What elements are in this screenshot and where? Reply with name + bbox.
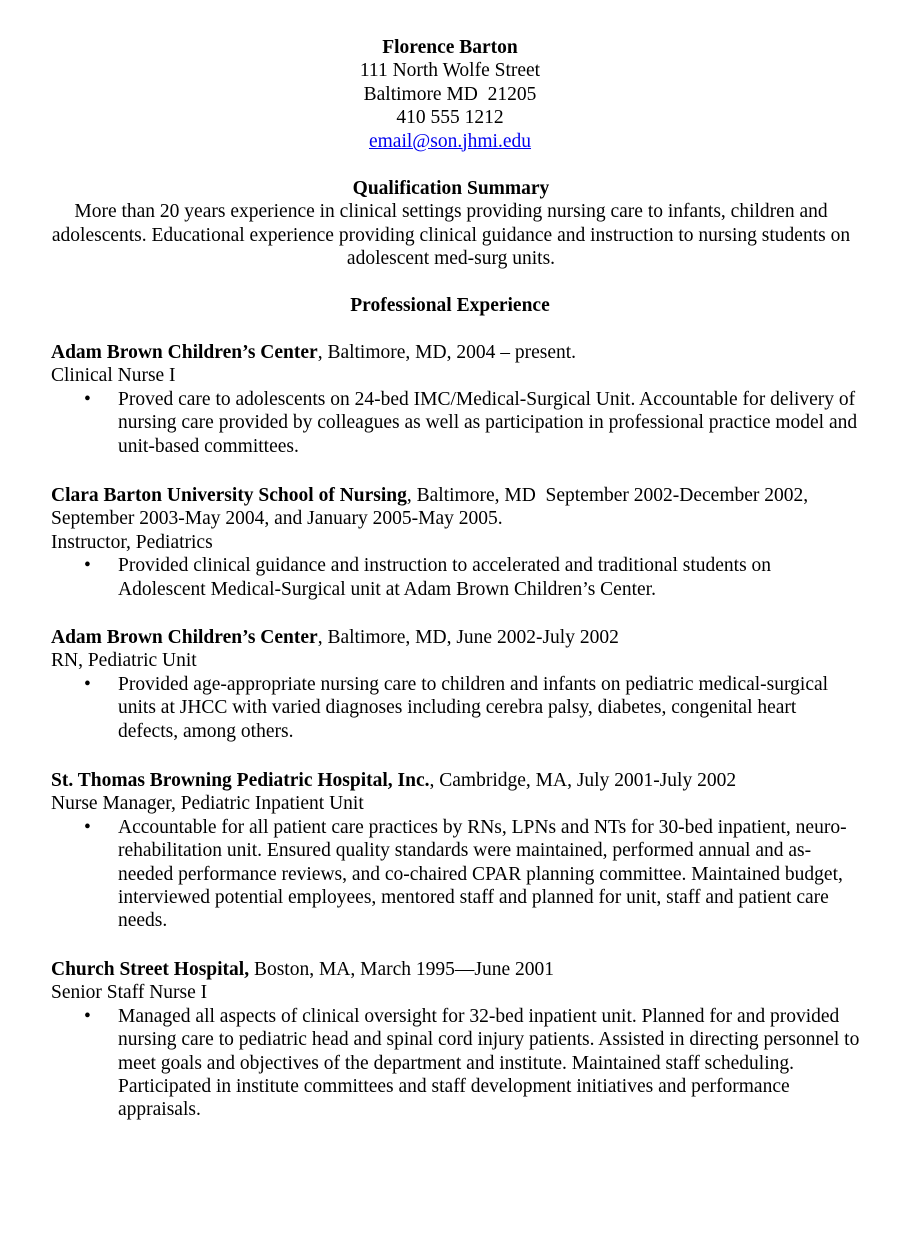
job-bullet-list <box>51 816 861 933</box>
job-entry <box>51 626 861 743</box>
list-item <box>51 1005 861 1122</box>
job-organization: Adam Brown Children’s Center <box>51 342 318 363</box>
job-organization: Church Street Hospital, <box>51 959 250 980</box>
contact-header <box>0 36 900 153</box>
job-description: Provided age-appropriate nursing care to children and infants on pediatric medical-surgical units at JHCC with varied diagnoses including cerebra palsy, diabetes, congenital heart defects, among others. <box>118 673 829 742</box>
job-entry <box>51 769 861 933</box>
job-description: Accountable for all patient care practices by RNs, LPNs and NTs for 30-bed inpatient, neuro-rehabilitation unit. Ensured quality standards were maintained, performed annual and as-needed performance reviews, and co-chaired CPAR planning committee. Maintained budget, interviewed potential employees, mentored staff and planned for unit, staff and patient care needs. <box>118 816 847 932</box>
bullet-icon: • <box>84 673 91 695</box>
job-details: Boston, MA, March 1995—June 2001 <box>249 959 555 980</box>
city-state-zip: Baltimore MD 21205 <box>363 83 537 105</box>
job-heading-line <box>51 769 861 792</box>
job-description: Proved care to adolescents on 24-bed IMC/Medical-Surgical Unit. Accountable for delivery of nursing care provided by colleagues as well as participation in professional practice model and unit-based committees. <box>118 388 858 457</box>
candidate-name: Florence Barton <box>382 37 518 58</box>
street-address: 111 North Wolfe Street <box>359 60 541 82</box>
job-details: , Baltimore, MD, June 2002-July 2002 <box>317 627 619 648</box>
job-heading-line <box>51 626 861 649</box>
experience-heading: Professional Experience <box>350 295 550 316</box>
job-title: Senior Staff Nurse I <box>51 982 208 1004</box>
job-bullet-list <box>51 1005 861 1122</box>
bullet-icon: • <box>84 1005 91 1027</box>
job-details: , Cambridge, MA, July 2001-July 2002 <box>429 770 737 791</box>
job-bullet-list <box>51 554 861 601</box>
job-title: Clinical Nurse I <box>51 365 176 387</box>
job-heading-line <box>51 341 861 364</box>
job-dates-line: September 2003-May 2004, and January 2005-May 2005. <box>51 508 503 530</box>
job-organization: St. Thomas Browning Pediatric Hospital, Inc. <box>51 770 430 791</box>
bullet-icon: • <box>84 388 91 410</box>
job-organization: Clara Barton University School of Nursing <box>51 485 407 506</box>
phone-number: 410 555 1212 <box>396 107 504 129</box>
job-title: Nurse Manager, Pediatric Inpatient Unit <box>51 793 364 815</box>
job-bullet-list <box>51 388 861 458</box>
job-details: , Baltimore, MD, 2004 – present. <box>317 342 577 363</box>
job-description: Managed all aspects of clinical oversight for 32-bed inpatient unit. Planned for and provided nursing care to pediatric head and spinal cord injury patients. Assisted in directing personnel to meet goals and objectives of the department and institute. Maintained staff scheduling. Participated in institute committees and staff development initiatives and performance appraisals. <box>118 1005 860 1121</box>
list-item <box>51 673 861 743</box>
email-link[interactable]: email@son.jhmi.edu <box>368 130 532 152</box>
job-title: RN, Pediatric Unit <box>51 650 197 672</box>
job-heading-line <box>51 958 861 981</box>
job-heading-line <box>51 484 861 507</box>
summary-heading: Qualification Summary <box>352 178 550 199</box>
job-entry <box>51 484 861 601</box>
qualification-summary <box>40 177 862 271</box>
job-entry <box>51 958 861 1122</box>
list-item <box>51 388 861 458</box>
job-entry <box>51 341 861 458</box>
summary-text: More than 20 years experience in clinical settings providing nursing care to infants, children and adolescents. Educational experience providing clinical guidance and instruction to nursing students on adolescent med-surg units. <box>51 201 851 270</box>
job-details: , Baltimore, MD September 2002-December 2002, <box>406 485 809 506</box>
list-item <box>51 816 861 933</box>
list-item <box>51 554 861 601</box>
bullet-icon: • <box>84 816 91 838</box>
job-title: Instructor, Pediatrics <box>51 531 213 553</box>
job-organization: Adam Brown Children’s Center <box>51 627 318 648</box>
job-bullet-list <box>51 673 861 743</box>
bullet-icon: • <box>84 555 91 577</box>
job-description: Provided clinical guidance and instruction to accelerated and traditional students on Adolescent Medical-Surgical unit at Adam Brown Children’s Center. <box>118 555 772 600</box>
